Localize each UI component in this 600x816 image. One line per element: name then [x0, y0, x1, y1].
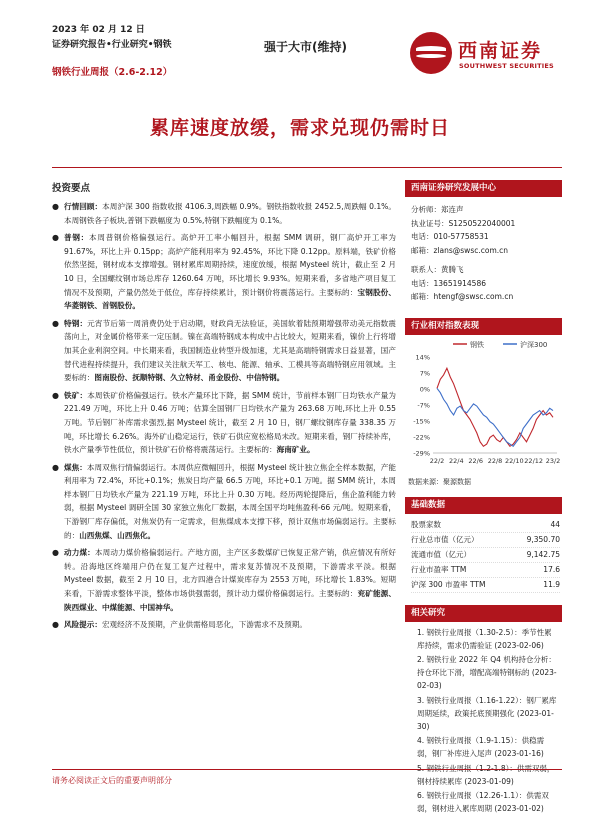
legend-label: 沪深300 [520, 340, 548, 349]
base-data-value: 11.9 [543, 579, 560, 589]
x-tick-label: 22/2 [429, 456, 445, 465]
x-tick-label: 22/6 [468, 456, 483, 465]
bullet-icon: ● [52, 462, 59, 472]
summary-item-label: 普钢： [64, 233, 90, 243]
x-tick-label: 22/4 [449, 456, 464, 465]
analyst-line: 电话：010-57758531 [411, 232, 489, 241]
series-line [437, 368, 553, 446]
summary-item [52, 231, 396, 313]
relative-index-chart [405, 335, 562, 475]
analyst-line: 联系人：黄腾飞 [411, 265, 464, 274]
logo-emblem-icon [410, 32, 452, 74]
summary-item [52, 461, 396, 543]
bullet-icon: ● [52, 202, 59, 211]
analyst-box-heading: 西南证券研究发展中心 [405, 180, 562, 197]
base-data-row [411, 578, 560, 593]
bullet-icon: ● [52, 318, 59, 328]
report-header [0, 0, 600, 90]
analyst-line: 电话：13651914586 [411, 278, 486, 288]
base-data-row [411, 518, 560, 533]
x-tick-label: 22/8 [487, 456, 503, 465]
summary-item-text: 本周动力煤价格偏弱运行。产地方面，主产区多数煤矿已恢复正常产销，供应情况有所好转。沿海地区终端用户仍在复工复产过程中，需求复苏情况不及预期，下游需求平淡。根据 Mysteel 数据，截至 2 月 10 日，北方四港合计煤炭库存为 2553 万吨，环比增长 1.83%。短期来看，下游需求整体平淡，整体市场供强需弱，预计动力煤价格偏弱运行。主要标的： [64, 548, 397, 599]
y-tick-label: -15% [413, 417, 430, 425]
summary-item-label: 煤焦： [64, 462, 87, 472]
summary-item-label: 风险提示： [64, 620, 102, 630]
report-series: 钢铁行业周报（2.6-2.12） [52, 67, 173, 78]
chart-box-heading: 行业相对指数表现 [405, 318, 562, 335]
x-tick-label: 22/12 [524, 456, 544, 465]
related-item: 3. 钢铁行业周报（1.16-1.22）：钢厂累库周期延续，政策托底预期强化 (2023-01-30) [417, 695, 557, 731]
related-item: 2. 钢铁行业 2022 年 Q4 机构持仓分析：持仓环比下滑，增配高端特钢标的 (2023-02-03) [417, 654, 557, 691]
base-data-label: 股票家数 [411, 519, 441, 529]
summary-item-label: 动力煤： [64, 548, 95, 558]
summary-item [52, 389, 396, 457]
related-item: 6. 钢铁行业周报（12.26-1.1）：供需双弱，钢材进入累库周期 (2023-01-02) [417, 790, 549, 814]
y-tick-label: 14% [415, 353, 430, 361]
summary-list [52, 200, 396, 632]
summary-item-targets: 海南矿业。 [276, 445, 315, 455]
summary-item-targets: 兖矿能源、陕西煤业、中煤能源、中国神华。 [64, 589, 397, 612]
base-data-label: 流通市值（亿元） [411, 549, 471, 559]
related-heading: 相关研究 [405, 605, 562, 622]
related-item: 4. 钢铁行业周报（1.9-1.15）：供稳需弱，钢厂补库进入尾声 (2023-01-16) [417, 736, 545, 759]
related-list [405, 622, 562, 816]
y-tick-label: -29% [413, 449, 430, 457]
summary-item-text: 宏观经济不及预期，产业供需格局恶化，下游需求不及预期。 [101, 620, 307, 630]
y-tick-label: -7% [417, 401, 430, 409]
base-data-value: 9,142.75 [526, 549, 560, 559]
summary-item [52, 618, 396, 632]
y-tick-label: 0% [419, 385, 430, 393]
summary-item-targets: 图南股份、抚顺特钢、久立特材、甬金股份、中信特钢。 [94, 373, 285, 383]
base-data-box [405, 497, 562, 593]
summary-item-text: 本周双焦行情偏弱运行。本周供应微幅回升，根据 Mysteel 统计独立焦企全样本数据，产能利用率为 72.4%，环比+0.1%；焦炭日均产量 66.5 万吨，环比+0.1 万吨。据 SMM 统计，本周样本钢厂日均铁水产量为 221.19 万吨，环比上升 0.30 万吨。经历两轮提降后，焦企盈利能力转弱，根据 Mysteel 调研全国 30 家独立焦化厂数据，本周全国平均吨焦盈利-66 元/吨。短期来看，下游钢厂库存偏低，对焦炭仍有一定需求，但焦煤成本支撑下移，预计双焦市场偏弱运行。主要标的： [64, 462, 396, 540]
summary-section [52, 180, 396, 636]
report-date: 2023 年 02 月 12 日 [52, 25, 145, 35]
bullet-icon: ● [52, 390, 59, 400]
base-data-row [411, 563, 560, 578]
summary-item [52, 200, 396, 227]
base-data-table [405, 514, 562, 593]
summary-item-label: 行情回顾： [64, 202, 103, 211]
related-item: 1. 钢铁行业周报（1.30-2.5）：季节性累库持续，需求仍需验证 (2023-02-06) [417, 627, 552, 650]
summary-item-label: 铁矿： [64, 390, 88, 400]
bullet-icon: ● [52, 233, 59, 243]
base-data-label: 沪深 300 市盈率 TTM [411, 579, 486, 589]
summary-heading: 投资要点 [52, 183, 91, 194]
base-data-label: 行业总市值（亿元） [411, 534, 479, 544]
analyst-lines [405, 197, 562, 304]
x-tick-label: 23/2 [545, 456, 561, 465]
footer-disclaimer: 请务必阅读正文后的重要声明部分 [52, 776, 172, 785]
summary-item-targets: 宝钢股份、华菱钢铁、首钢股份。 [64, 287, 397, 311]
footer-divider [52, 769, 562, 770]
chart-source: 数据来源：聚源数据 [408, 477, 471, 486]
summary-item-text: 本周铁矿价格偏强运行。铁水产量环比下降，据 SMM 统计，节前样本钢厂日均铁水产量为 221.49 万吨，环比上升 0.46 万吨；估算全国钢厂日均铁水产量为 263.68 万吨,环比上升 0.55 万吨。节后钢厂补库需求强烈,据 Mysteel 统计，截至 2 月 10 日，钢厂螺纹钢库存量 338.35 万吨，环比增长 6.26%。海外矿山稳定运行，铁矿石供应宽松格局未改。短期来看，钢厂持续补库，铁水产量季节性低位，预计铁矿石价格将震荡运行。主要标的： [64, 390, 397, 455]
summary-item-text: 本周沪深 300 指数收报 4106.3,周跌幅 0.9%。钢铁指数收报 2452.5,周跌幅 0.1%。本周钢铁各子板块,普钢下跌幅度为 0.5%,特钢下跌幅度为 0.1%。 [64, 202, 397, 225]
sidebar [405, 180, 562, 816]
page-title: 累库速度放缓，需求兑现仍需时日 [149, 117, 450, 139]
rating-label: 强于大市(维持) [264, 40, 347, 54]
x-tick-label: 22/10 [504, 456, 524, 465]
base-data-row [411, 548, 560, 563]
summary-item-label: 特钢： [64, 318, 88, 328]
base-data-value: 17.6 [543, 564, 560, 574]
title-divider [52, 167, 562, 168]
base-data-value: 44 [550, 519, 560, 529]
summary-item-targets: 山西焦煤、山西焦化。 [79, 530, 156, 540]
base-data-row [411, 533, 560, 548]
base-data-heading: 基础数据 [405, 497, 562, 514]
related-item: 钢材持续累库 (2023-01-09) [417, 776, 514, 786]
analyst-line: 邮箱：zlans@swsc.com.cn [411, 245, 509, 255]
y-tick-label: -22% [413, 433, 430, 441]
analyst-box [405, 180, 562, 304]
bullet-icon: ● [52, 620, 59, 630]
related-box [405, 605, 562, 816]
summary-item-text: 元宵节后第一周消费仍处于启动期，财政尚无法验证，美国软着陆预期增强带动美元指数震荡向上，对金属价格带来一定压制。镍在高端特钢成本构成中占比较大，短期来看，镍价上行将增加其企业利润空间。中长期来看，我国制造业转型升级加速，尤其是高端特钢需求日益显著，国产替代进程持续提升，我们建议关注航天军工、核电、能源、轴承、工模具等高端特钢应用领域。主要标的： [64, 318, 396, 383]
logo-cn-text: 西南证券 [458, 40, 543, 62]
analyst-line: 执业证号：S1250522040001 [411, 218, 516, 228]
logo-en-text: SOUTHWEST SECURITIES [459, 62, 554, 70]
chart-box [405, 318, 562, 487]
bullet-icon: ● [52, 548, 59, 558]
summary-item [52, 317, 396, 385]
analyst-line: 邮箱：htengf@swsc.com.cn [411, 292, 514, 301]
legend-label: 钢铁 [470, 340, 484, 349]
summary-item [52, 546, 396, 614]
report-category: 证券研究报告•行业研究•钢铁 [52, 40, 172, 50]
base-data-value: 9,350.70 [526, 534, 560, 544]
company-logo [410, 32, 560, 78]
y-tick-label: 7% [419, 369, 430, 377]
analyst-line: 分析师：郑连声 [411, 205, 464, 214]
summary-item-text: 本周普钢价格偏强运行。高炉开工率小幅回升，根据 SMM 调研，钢厂高炉开工率为 91.67%，环比上升 0.15pp；高炉产能利用率为 92.45%，环比下降 0.12pp。原料端，铁矿价格依然坚挺，钢材成本支撑增强。钢材累库周期持续，速度放缓，根据 Mysteel 统计，截止至 2 月 10 日，全国螺纹钢市场总库存 1260.64 万吨，环比增长 9.93%。短期来看，多省地产项目复工情况不及预期，产量仍然处于低位，库存持续累计，预计钢价将震荡运行。主要标的： [64, 233, 396, 297]
base-data-label: 行业市盈率 TTM [411, 564, 467, 574]
